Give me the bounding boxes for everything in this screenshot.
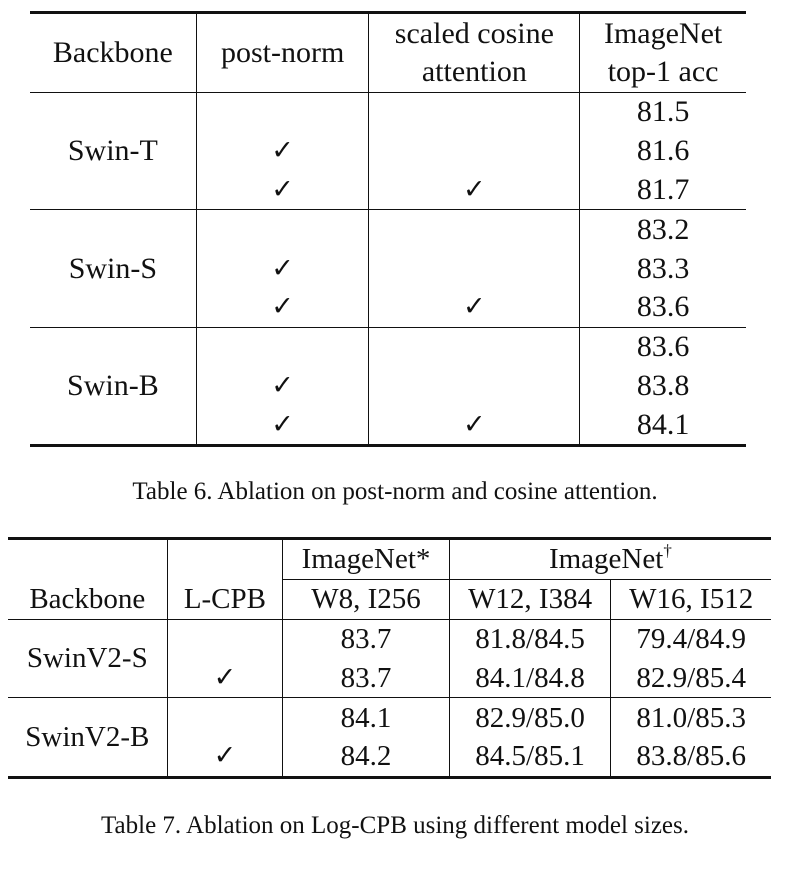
post-norm-cell: ✓ <box>196 132 369 171</box>
post-norm-cell: ✓ <box>196 405 369 445</box>
header-post-norm: post-norm <box>196 13 369 93</box>
table-header-row <box>30 13 746 93</box>
w16-cell: 82.9/85.4 <box>611 658 771 697</box>
post-norm-cell <box>196 93 369 132</box>
post-norm-cell: ✓ <box>196 249 369 288</box>
table-row <box>8 698 771 737</box>
table-6 <box>30 11 746 447</box>
header-w8-i256: W8, I256 <box>283 579 450 619</box>
w12-cell: 84.5/85.1 <box>449 737 611 777</box>
table-header-row <box>8 539 771 580</box>
w16-cell: 83.8/85.6 <box>611 737 771 777</box>
cosine-cell <box>369 93 580 132</box>
backbone-name: Swin-S <box>68 251 158 285</box>
accuracy-cell: 83.3 <box>580 249 746 288</box>
table-row <box>8 619 771 658</box>
table-header-row <box>8 579 771 619</box>
table-7-caption: Table 7. Ablation on Log-CPB using different model sizes. <box>101 812 689 839</box>
header-cosine-line2: attention <box>421 55 527 88</box>
cosine-cell <box>369 210 580 249</box>
header-empty-cell <box>8 539 167 580</box>
w8-cell: 83.7 <box>283 619 450 658</box>
table-6-caption: Table 6. Ablation on post-norm and cosine attention. <box>132 478 658 505</box>
table-row <box>30 327 746 366</box>
cosine-cell: ✓ <box>369 405 580 445</box>
header-scaled-cosine-attention <box>369 13 580 93</box>
lcpb-cell: ✓ <box>167 658 283 697</box>
post-norm-cell: ✓ <box>196 171 369 210</box>
accuracy-cell: 81.5 <box>580 93 746 132</box>
cosine-cell <box>369 327 580 366</box>
w12-cell: 81.8/84.5 <box>449 619 611 658</box>
lcpb-cell: ✓ <box>167 737 283 777</box>
table-7 <box>8 537 771 779</box>
header-imagenet-dagger-text: ImageNet <box>548 543 664 576</box>
post-norm-cell <box>196 210 369 249</box>
backbone-name: SwinV2-S <box>26 642 148 675</box>
w8-cell: 83.7 <box>283 658 450 697</box>
header-lcpb: L-CPB <box>167 579 283 619</box>
table-row <box>30 210 746 249</box>
cosine-cell <box>369 367 580 406</box>
post-norm-cell: ✓ <box>196 367 369 406</box>
backbone-name: Swin-B <box>67 368 159 402</box>
header-imagenet-dagger <box>449 539 771 580</box>
w8-cell: 84.1 <box>283 698 450 737</box>
w16-cell: 81.0/85.3 <box>611 698 771 737</box>
accuracy-cell: 84.1 <box>580 405 746 445</box>
accuracy-cell: 81.7 <box>580 171 746 210</box>
header-acc-line2: top-1 acc <box>607 55 719 88</box>
accuracy-cell: 83.6 <box>580 288 746 327</box>
cosine-cell: ✓ <box>369 288 580 327</box>
lcpb-cell <box>167 619 283 658</box>
backbone-name: SwinV2-B <box>25 720 150 753</box>
w12-cell: 84.1/84.8 <box>449 658 611 697</box>
header-acc-line1: ImageNet <box>603 17 723 50</box>
post-norm-cell: ✓ <box>196 288 369 327</box>
header-w12-i384: W12, I384 <box>449 579 611 619</box>
header-backbone: Backbone <box>52 36 173 69</box>
accuracy-cell: 83.2 <box>580 210 746 249</box>
header-imagenet-star: ImageNet* <box>283 539 450 580</box>
accuracy-cell: 81.6 <box>580 132 746 171</box>
header-empty-cell <box>167 539 283 580</box>
lcpb-cell <box>167 698 283 737</box>
post-norm-cell <box>196 327 369 366</box>
cosine-cell: ✓ <box>369 171 580 210</box>
dagger-mark: † <box>663 541 672 561</box>
header-cosine-line1: scaled cosine <box>394 17 554 50</box>
header-w16-i512: W16, I512 <box>611 579 771 619</box>
backbone-name: Swin-T <box>67 134 158 168</box>
w8-cell: 84.2 <box>283 737 450 777</box>
w16-cell: 79.4/84.9 <box>611 619 771 658</box>
table-row <box>30 93 746 132</box>
header-imagenet-top1 <box>580 13 746 93</box>
header-backbone: Backbone <box>29 582 146 615</box>
accuracy-cell: 83.6 <box>580 327 746 366</box>
cosine-cell <box>369 132 580 171</box>
accuracy-cell: 83.8 <box>580 367 746 406</box>
w12-cell: 82.9/85.0 <box>449 698 611 737</box>
cosine-cell <box>369 249 580 288</box>
